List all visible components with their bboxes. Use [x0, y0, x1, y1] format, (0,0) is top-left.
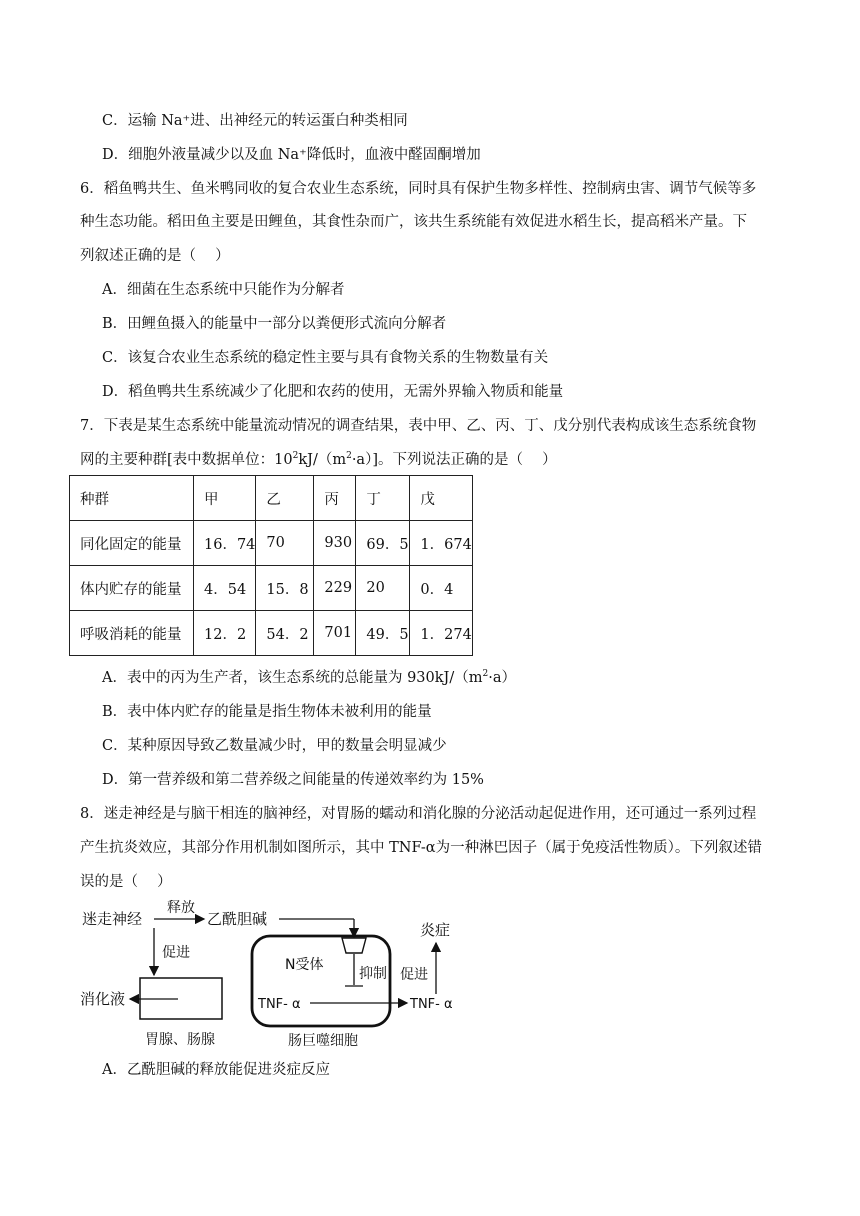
gland-label: 胃腺、肠腺: [145, 1032, 215, 1048]
inhibit-label: 抑制: [359, 966, 387, 982]
q6-option-b: B．田鲤鱼摄入的能量中一部分以粪便形式流向分解者: [102, 316, 447, 332]
q7-stem-line-1: 7．下表是某生态系统中能量流动情况的调查结果，表中甲、乙、丙、丁、戊分别代表构成该生态系统食物: [80, 418, 757, 434]
table-cell: 20: [356, 566, 410, 611]
q7-stem-line-2: 网的主要种群[表中数据单位：$10^2kJ/(m^2\cdot a)$]。下列说法正确的是（ ）: [80, 451, 557, 468]
q6-stem-line-2: 种生态功能。稻田鱼主要是田鲤鱼，其食性杂而广，该共生系统能有效促进水稻生长，提高稻米产量。下: [80, 214, 747, 230]
q8-stem-line-1: 8．迷走神经是与脑干相连的脑神经，对胃肠的蠕动和消化腺的分泌活动起促进作用，还可通过一系列过程: [80, 806, 757, 822]
promote-label-2: 促进: [400, 967, 428, 983]
promote-label-1: 促进: [162, 945, 190, 961]
vagus-nerve-label: 迷走神经: [82, 910, 143, 928]
table-header-cell: 丙: [314, 476, 356, 521]
table-cell: 69．5: [356, 521, 410, 566]
acetylcholine-label: 乙酰胆碱: [207, 910, 268, 928]
vagus-mechanism-diagram: [74, 868, 494, 1058]
n-receptor-label: N受体: [285, 957, 324, 973]
table-cell: 930: [314, 521, 356, 566]
q6-option-c: C．该复合农业生态系统的稳定性主要与具有食物关系的生物数量有关: [102, 350, 549, 366]
q8-stem-line-3: 误的是（ ）: [80, 874, 172, 890]
table-cell: 701: [314, 611, 356, 656]
table-cell: 4．54: [194, 566, 256, 611]
q6-option-a: A．细菌在生态系统中只能作为分解者: [102, 282, 345, 298]
table-row: [70, 521, 473, 566]
table-cell: 体内贮存的能量: [70, 566, 194, 611]
table-cell: 0．4: [410, 566, 473, 611]
tnf-outside-label: TNF- α: [410, 997, 453, 1012]
q7-option-b: B．表中体内贮存的能量是指生物体未被利用的能量: [102, 704, 432, 720]
q6-option-d: D．稻鱼鸭共生系统减少了化肥和农药的使用，无需外界输入物质和能量: [102, 384, 564, 400]
q8-option-a: A．乙酰胆碱的释放能促进炎症反应: [102, 1062, 330, 1078]
inflammation-label: 炎症: [420, 921, 451, 939]
q5-option-c: C．运输 Na⁺进、出神经元的转运蛋白种类相同: [102, 113, 408, 129]
table-header-cell: 丁: [356, 476, 410, 521]
table-cell: 49．5: [356, 611, 410, 656]
tnf-inside-label: TNF- α: [258, 997, 301, 1012]
table-cell: 229: [314, 566, 356, 611]
q7-option-a: A．表中的丙为生产者，该生态系统的总能量为 $930kJ/(m^2\cdot a)$: [102, 669, 516, 686]
table-cell: 15．8: [256, 566, 314, 611]
energy-flow-table: [69, 475, 473, 656]
release-label: 释放: [167, 900, 195, 916]
table-row: [70, 566, 473, 611]
q6-stem-line-3: 列叙述正确的是（ ）: [80, 248, 230, 264]
table-cell: 1．274: [410, 611, 473, 656]
table-cell: 70: [256, 521, 314, 566]
table-header-cell: 乙: [256, 476, 314, 521]
table-cell: 16．74: [194, 521, 256, 566]
q6-stem-line-1: 6．稻鱼鸭共生、鱼米鸭同收的复合农业生态系统，同时具有保护生物多样性、控制病虫害、调节气候等多: [80, 181, 757, 197]
q7-option-c: C．某种原因导致乙数量减少时，甲的数量会明显减少: [102, 738, 447, 754]
q8-stem-line-2: 产生抗炎效应，其部分作用机制如图所示，其中 TNF-α为一种淋巴因子（属于免疫活性物质）。下列叙述错: [80, 840, 762, 856]
macrophage-label: 肠巨噬细胞: [288, 1033, 358, 1049]
digestive-juice-label: 消化液: [80, 990, 126, 1008]
table-row: [70, 611, 473, 656]
table-cell: 呼吸消耗的能量: [70, 611, 194, 656]
table-header-cell: 种群: [70, 476, 194, 521]
table-cell: 同化固定的能量: [70, 521, 194, 566]
table-cell: 1．674: [410, 521, 473, 566]
q5-option-d: D．细胞外液量减少以及血 Na⁺降低时，血液中醛固酮增加: [102, 147, 481, 163]
table-header-cell: 甲: [194, 476, 256, 521]
table-cell: 54．2: [256, 611, 314, 656]
table-header-row: [70, 476, 473, 521]
table-cell: 12．2: [194, 611, 256, 656]
table-header-cell: 戊: [410, 476, 473, 521]
receptor-cup-icon: [342, 938, 366, 953]
q7-option-d: D．第一营养级和第二营养级之间能量的传递效率约为 15%: [102, 772, 484, 788]
